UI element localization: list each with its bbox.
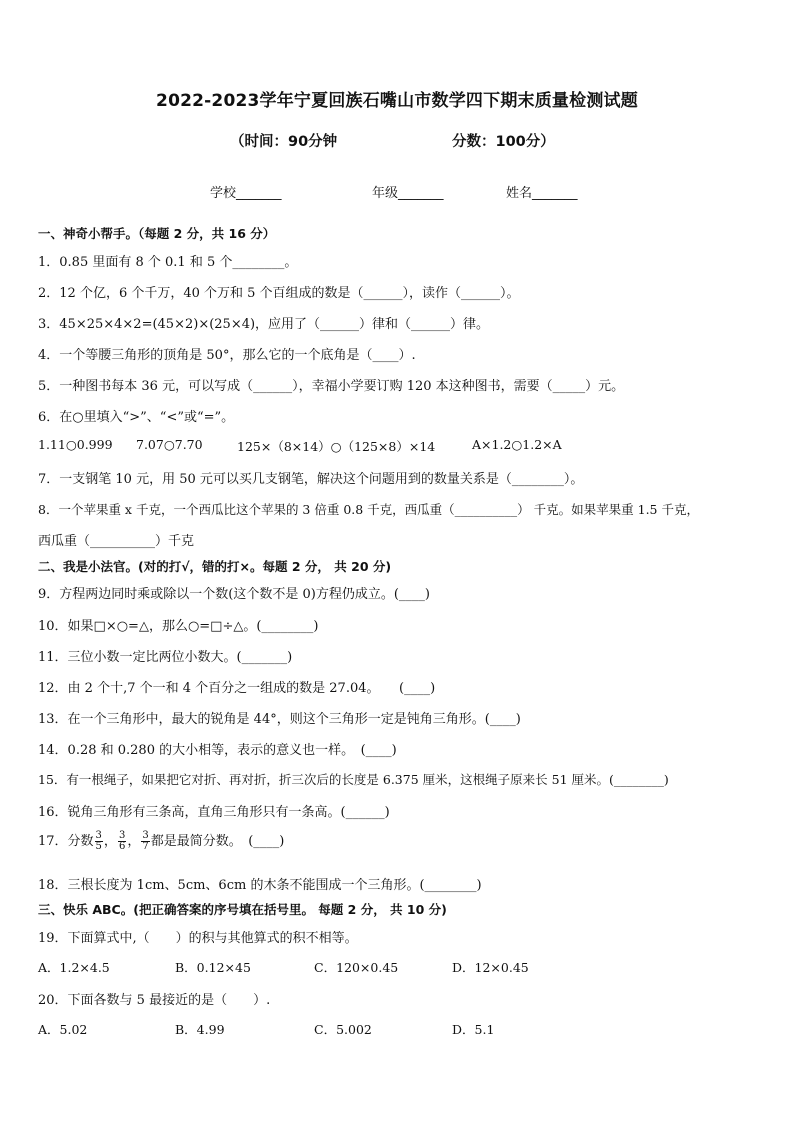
name-label: 姓名_______ bbox=[506, 186, 578, 201]
question-12: 12．由 2 个十,7 个一和 4 个百分之一组成的数是 27.04。 (____) bbox=[38, 681, 436, 696]
question-9: 9．方程两边同时乘或除以一个数(这个数不是 0)方程仍成立。(____) bbox=[38, 587, 430, 602]
question-15: 15．有一根绳子，如果把它对折、再对折，折三次后的长度是 6.375 厘米，这根绳子原来长 51 厘米。(________) bbox=[38, 772, 669, 787]
school-label: 学校_______ bbox=[210, 186, 282, 201]
question-17: 17．分数 $\frac{3}{5}$ ， $\frac{3}{6}$ ， $\frac{3}{7}$ 都是最简分数。 (____) bbox=[38, 830, 285, 852]
question-20: 20．下面各数与 5 最接近的是（ ）. bbox=[38, 993, 271, 1008]
fraction-numerator: 3 bbox=[142, 830, 149, 841]
section-heading-1: 一、神奇小帮手。（每题 2 分，共 16 分） bbox=[38, 226, 276, 241]
fraction bbox=[141, 831, 149, 852]
question-6: 6．在○里填入“>”、“<”或“=”。 bbox=[38, 410, 235, 425]
q6-item: 7.07○7.70 bbox=[136, 437, 203, 452]
q6-item: A×1.2○1.2×A bbox=[472, 437, 562, 452]
question-3: 3．45×25×4×2=(45×2)×(25×4)，应用了（______）律和（______）律。 bbox=[38, 317, 490, 332]
section-heading-2: 二、我是小法官。(对的打√，错的打×。每题 2 分， 共 20 分) bbox=[38, 559, 392, 574]
question-2: 2．12 个亿，6 个千万，40 个万和 5 个百组成的数是（______），读作（______）。 bbox=[38, 286, 520, 301]
question-11: 11．三位小数一定比两位小数大。(_______) bbox=[38, 650, 293, 665]
question-19: 19．下面算式中,（ ）的积与其他算式的积不相等。 bbox=[38, 931, 358, 946]
q19-option-b: B．0.12×45 bbox=[175, 960, 251, 975]
q17-prefix: 17．分数 bbox=[38, 834, 94, 849]
q17-suffix: 都是最简分数。 (____) bbox=[150, 834, 285, 849]
q6-item: 1.11○0.999 bbox=[38, 437, 113, 452]
question-8: 8．一个苹果重 x 千克，一个西瓜比这个苹果的 3 倍重 0.8 千克，西瓜重（__________） 千克。如果苹果重 1.5 千克， bbox=[38, 502, 699, 517]
q19-option-c: C．120×0.45 bbox=[314, 960, 399, 975]
question-16: 16．锐角三角形有三条高，直角三角形只有一条高。(______) bbox=[38, 805, 390, 820]
question-8-continued: 西瓜重（__________）千克 bbox=[38, 534, 195, 549]
fraction-numerator: 3 bbox=[118, 830, 126, 841]
question-13: 13．在一个三角形中，最大的锐角是 44°，则这个三角形一定是钝角三角形。(____) bbox=[38, 712, 521, 727]
q19-option-d: D．12×0.45 bbox=[452, 960, 529, 975]
page-title: 2022-2023学年宁夏回族石嘴山市数学四下期末质量检测试题 bbox=[156, 91, 638, 111]
question-14: 14．0.28 和 0.280 的大小相等，表示的意义也一样。 (____) bbox=[38, 743, 397, 758]
q20-option-a: A．5.02 bbox=[38, 1022, 88, 1037]
fraction-numerator: 3 bbox=[95, 830, 102, 841]
question-4: 4．一个等腰三角形的顶角是 50°，那么它的一个底角是（____）. bbox=[38, 348, 416, 363]
section-heading-3: 三、快乐 ABC。(把正确答案的序号填在括号里。 每题 2 分， 共 10 分) bbox=[38, 902, 447, 917]
question-5: 5．一种图书每本 36 元，可以写成（______），幸福小学要订购 120 本这种图书，需要（_____）元。 bbox=[38, 379, 625, 394]
fraction-denominator: 6 bbox=[118, 841, 126, 852]
time-label: （时间：90分钟 bbox=[230, 134, 338, 150]
question-7: 7．一支钢笔 10 元，用 50 元可以买几支钢笔，解决这个问题用到的数量关系是（________）。 bbox=[38, 472, 584, 487]
fraction-denominator: 7 bbox=[142, 841, 149, 852]
q19-option-a: A．1.2×4.5 bbox=[38, 960, 110, 975]
fraction bbox=[118, 831, 126, 852]
fraction bbox=[95, 831, 103, 852]
score-label: 分数：100分） bbox=[452, 134, 555, 150]
grade-label: 年级_______ bbox=[372, 186, 444, 201]
q20-option-d: D．5.1 bbox=[452, 1022, 495, 1037]
fraction-denominator: 5 bbox=[95, 841, 102, 852]
question-10: 10．如果□×○=△，那么○=□÷△。(________) bbox=[38, 619, 319, 634]
question-18: 18．三根长度为 1cm、5cm、6cm 的木条不能围成一个三角形。(________) bbox=[38, 878, 482, 893]
question-1: 1．0.85 里面有 8 个 0.1 和 5 个________。 bbox=[38, 255, 298, 270]
q6-item: 125×（8×14）○（125×8）×14 bbox=[237, 439, 436, 454]
q20-option-c: C．5.002 bbox=[314, 1022, 372, 1037]
q20-option-b: B．4.99 bbox=[175, 1022, 225, 1037]
